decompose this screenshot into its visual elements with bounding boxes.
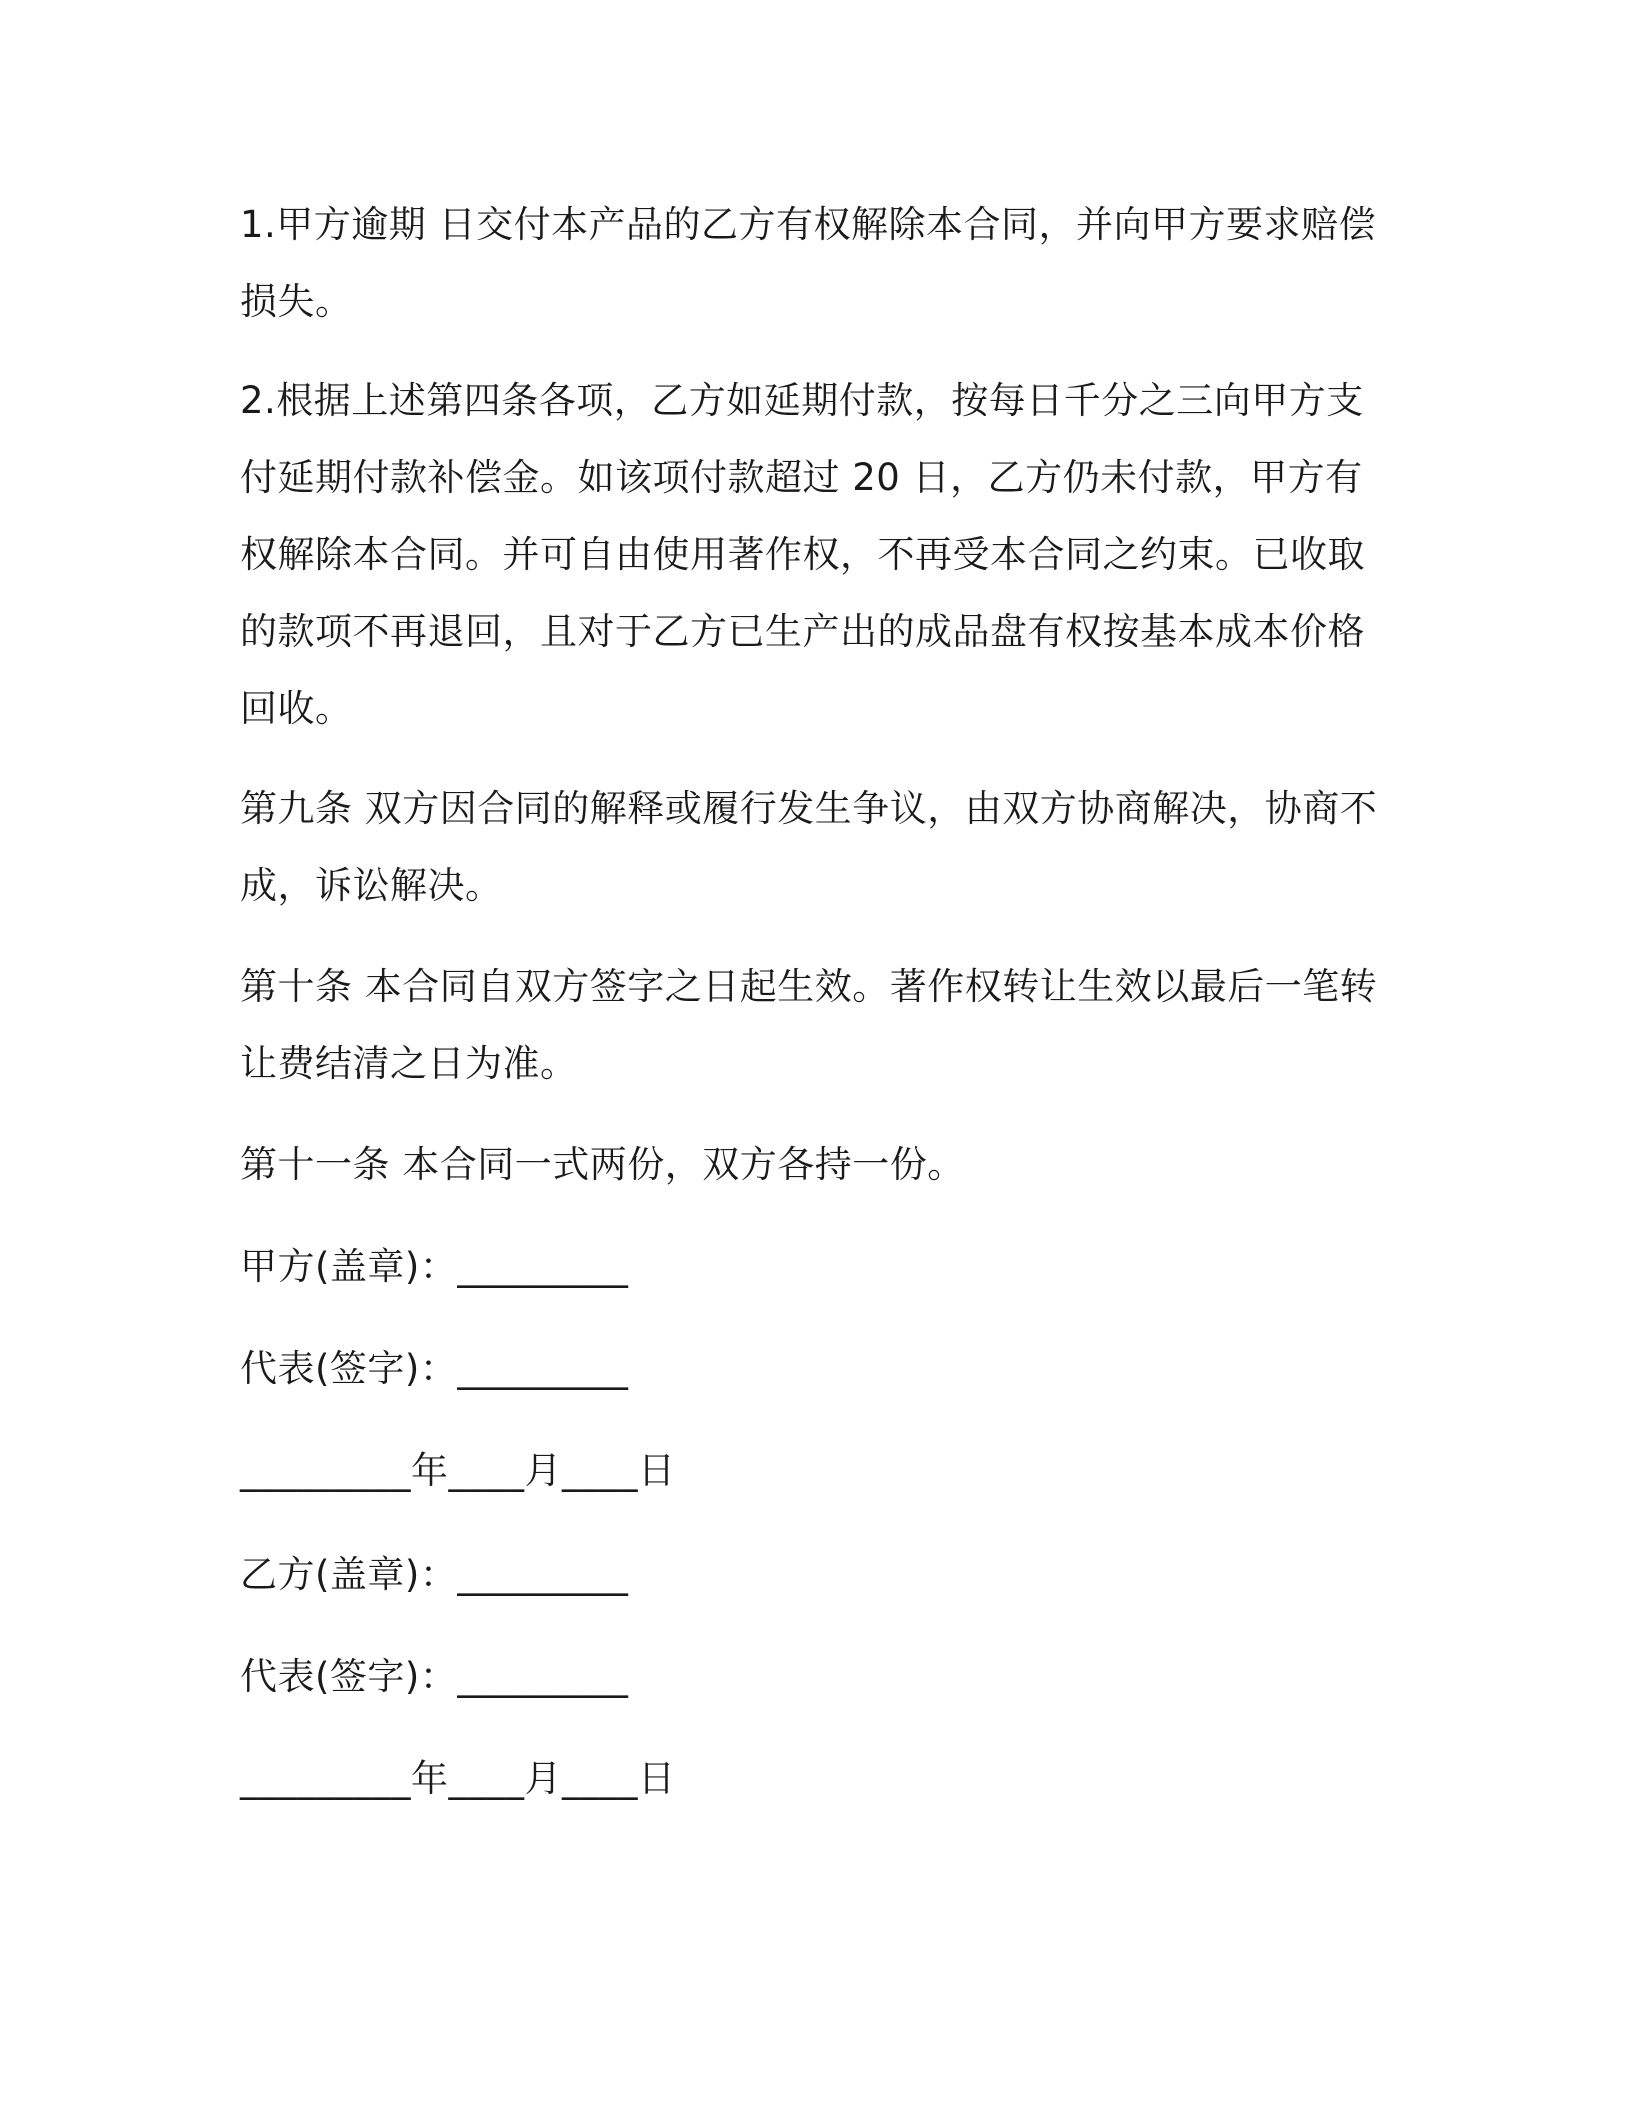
paragraph-clause-2: 2.根据上述第四条各项，乙方如延期付款，按每日千分之三向甲方支付延期付款补偿金。如该项付款超过 20 日，乙方仍未付款，甲方有权解除本合同。并可自由使用著作权，不再受本合同之约束。已收取的款项不再退回，且对于乙方已生产出的成品盘有权按基本成本价格回收。 <box>240 379 1365 730</box>
party-b-representative-line: 代表(签字)：_________ <box>240 1655 629 1698</box>
party-b-seal-line: 乙方(盖章)：_________ <box>240 1553 629 1596</box>
article-10: 第十条 本合同自双方签字之日起生效。著作权转让生效以最后一笔转让费结清之日为准。 <box>240 965 1378 1085</box>
party-a-seal-line: 甲方(盖章)：_________ <box>240 1245 629 1288</box>
party-a-representative-line: 代表(签字)：_________ <box>240 1347 629 1390</box>
article-9: 第九条 双方因合同的解释或履行发生争议，由双方协商解决，协商不成，诉讼解决。 <box>240 787 1378 907</box>
party-b-date-line: _________年____月____日 <box>240 1757 676 1800</box>
paragraph-clause-1: 1.甲方逾期 日交付本产品的乙方有权解除本合同，并向甲方要求赔偿损失。 <box>240 203 1377 323</box>
article-11: 第十一条 本合同一式两份，双方各持一份。 <box>240 1143 965 1186</box>
party-a-date-line: _________年____月____日 <box>240 1449 676 1492</box>
